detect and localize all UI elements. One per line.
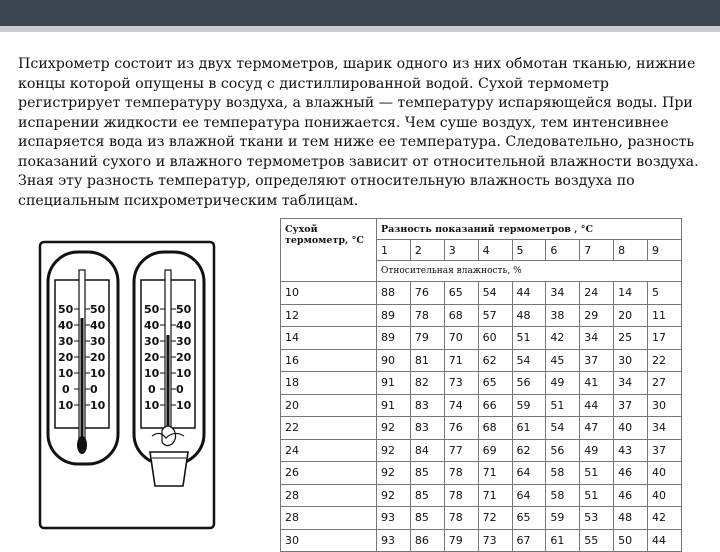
humidity-cell: 71	[478, 484, 512, 507]
right-scale-label-r0: 50	[176, 303, 192, 316]
humidity-cell: 40	[614, 417, 648, 440]
right-scale-label-4: 10	[144, 367, 160, 380]
difference-value-4: 4	[478, 240, 512, 261]
table-row	[281, 349, 682, 372]
dry-temperature-cell: 20	[281, 394, 377, 417]
humidity-cell: 43	[614, 439, 648, 462]
table-row	[281, 327, 682, 350]
right-scale-label-3: 20	[144, 351, 160, 364]
humidity-cell: 20	[614, 304, 648, 327]
humidity-cell: 92	[377, 417, 411, 440]
humidity-cell: 83	[410, 417, 444, 440]
left-scale-label-r4: 10	[90, 367, 106, 380]
slide-paragraph: Психрометр состоит из двух термометров, шарик одного из них обмотан тканью, нижние концы которой опущены в сосуд с дистиллированной водой. Сухой термометр регистрирует температуру воздуха, а влажный — температуру испаряющейся воды. При испарении жидкости ее температура понижается. Чем суше воздух, тем интенсивнее испаряется вода из влажной ткани и тем ниже ее температура. Следовательно, разность показаний сухого и влажного термометров зависит от относительной влажности воздуха. Зная эту разность температур, определяют относительную влажность воздуха по специальным психрометрическим таблицам.	[18, 56, 699, 209]
psychrometer-illustration	[38, 240, 216, 530]
humidity-cell: 37	[648, 439, 682, 462]
humidity-cell: 37	[614, 394, 648, 417]
humidity-cell: 70	[444, 327, 478, 350]
humidity-cell: 65	[444, 282, 478, 305]
humidity-cell: 64	[512, 462, 546, 485]
humidity-cell: 78	[444, 507, 478, 530]
humidity-cell: 49	[546, 372, 580, 395]
humidity-cell: 38	[546, 304, 580, 327]
humidity-cell: 34	[614, 372, 648, 395]
dry-temperature-cell: 28	[281, 484, 377, 507]
humidity-cell: 85	[410, 507, 444, 530]
left-scale-label-6: 10	[58, 399, 74, 412]
dry-temperature-cell: 18	[281, 372, 377, 395]
dry-temperature-cell: 28	[281, 507, 377, 530]
humidity-cell: 44	[648, 529, 682, 552]
humidity-cell: 59	[546, 507, 580, 530]
humidity-cell: 56	[512, 372, 546, 395]
humidity-cell: 92	[377, 439, 411, 462]
dry-temperature-cell: 16	[281, 349, 377, 372]
humidity-cell: 34	[648, 417, 682, 440]
table-row	[281, 462, 682, 485]
humidity-cell: 51	[580, 484, 614, 507]
table-row	[281, 417, 682, 440]
dry-temperature-cell: 22	[281, 417, 377, 440]
humidity-cell: 69	[478, 439, 512, 462]
humidity-cell: 47	[580, 417, 614, 440]
humidity-cell: 78	[444, 462, 478, 485]
left-scale-label-0: 50	[58, 303, 74, 316]
left-scale-label-5: 0	[62, 383, 70, 396]
left-scale-label-r1: 40	[90, 319, 106, 332]
left-scale-label-r6: 10	[90, 399, 106, 412]
humidity-cell: 55	[580, 529, 614, 552]
humidity-cell: 11	[648, 304, 682, 327]
table-row	[281, 507, 682, 530]
humidity-cell: 82	[410, 372, 444, 395]
right-scale-label-0: 50	[144, 303, 160, 316]
dry-mercury-column	[81, 318, 84, 440]
humidity-cell: 45	[546, 349, 580, 372]
humidity-cell: 58	[546, 484, 580, 507]
right-scale-label-1: 40	[144, 319, 160, 332]
humidity-cell: 60	[478, 327, 512, 350]
slide-top-bar	[0, 0, 720, 26]
humidity-cell: 79	[444, 529, 478, 552]
difference-value-7: 7	[580, 240, 614, 261]
humidity-cell: 64	[512, 484, 546, 507]
humidity-cell: 61	[546, 529, 580, 552]
humidity-cell: 90	[377, 349, 411, 372]
right-scale-label-r5: 0	[176, 383, 184, 396]
difference-value-3: 3	[444, 240, 478, 261]
humidity-cell: 83	[410, 394, 444, 417]
right-scale-label-r6: 10	[176, 399, 192, 412]
humidity-cell: 48	[614, 507, 648, 530]
humidity-cell: 40	[648, 462, 682, 485]
left-scale-label-4: 10	[58, 367, 74, 380]
humidity-cell: 85	[410, 484, 444, 507]
humidity-cell: 66	[478, 394, 512, 417]
humidity-cell: 91	[377, 372, 411, 395]
left-scale-label-3: 20	[58, 351, 74, 364]
humidity-cell: 85	[410, 462, 444, 485]
right-scale-label-6: 10	[144, 399, 160, 412]
humidity-cell: 86	[410, 529, 444, 552]
humidity-cell: 46	[614, 462, 648, 485]
right-scale-label-r4: 10	[176, 367, 192, 380]
humidity-cell: 49	[580, 439, 614, 462]
humidity-cell: 54	[546, 417, 580, 440]
table-row	[281, 372, 682, 395]
dry-temperature-cell: 30	[281, 529, 377, 552]
humidity-cell: 89	[377, 327, 411, 350]
humidity-cell: 61	[512, 417, 546, 440]
humidity-cell: 34	[580, 327, 614, 350]
humidity-cell: 93	[377, 529, 411, 552]
humidity-cell: 41	[580, 372, 614, 395]
humidity-cell: 58	[546, 462, 580, 485]
humidity-cell: 74	[444, 394, 478, 417]
humidity-cell: 73	[444, 372, 478, 395]
difference-value-8: 8	[614, 240, 648, 261]
left-scale-label-r0: 50	[90, 303, 106, 316]
humidity-cell: 51	[580, 462, 614, 485]
humidity-cell: 65	[512, 507, 546, 530]
right-scale-label-r2: 30	[176, 335, 192, 348]
humidity-cell: 88	[377, 282, 411, 305]
table-row	[281, 304, 682, 327]
humidity-cell: 54	[512, 349, 546, 372]
humidity-cell: 27	[648, 372, 682, 395]
humidity-cell: 92	[377, 484, 411, 507]
humidity-cell: 78	[410, 304, 444, 327]
humidity-cell: 50	[614, 529, 648, 552]
difference-value-6: 6	[546, 240, 580, 261]
left-scale-label-r3: 20	[90, 351, 106, 364]
dry-temperature-cell: 24	[281, 439, 377, 462]
humidity-cell: 67	[512, 529, 546, 552]
humidity-cell: 62	[478, 349, 512, 372]
table-row	[281, 439, 682, 462]
humidity-cell: 57	[478, 304, 512, 327]
right-scale-label-r3: 20	[176, 351, 192, 364]
humidity-cell: 62	[512, 439, 546, 462]
left-scale-label-2: 30	[58, 335, 74, 348]
humidity-cell: 77	[444, 439, 478, 462]
humidity-cell: 91	[377, 394, 411, 417]
humidity-cell: 29	[580, 304, 614, 327]
humidity-cell: 54	[478, 282, 512, 305]
humidity-cell: 24	[580, 282, 614, 305]
difference-header: Разность показаний термометров , °С	[377, 219, 682, 240]
humidity-cell: 84	[410, 439, 444, 462]
humidity-cell: 53	[580, 507, 614, 530]
table-row	[281, 282, 682, 305]
table-row	[281, 394, 682, 417]
humidity-cell: 73	[478, 529, 512, 552]
humidity-cell: 76	[444, 417, 478, 440]
left-scale-label-r2: 30	[90, 335, 106, 348]
humidity-cell: 51	[512, 327, 546, 350]
dry-temperature-cell: 14	[281, 327, 377, 350]
table-row	[281, 529, 682, 552]
difference-value-2: 2	[410, 240, 444, 261]
dry-bulb	[77, 436, 87, 454]
right-scale-label-r1: 40	[176, 319, 192, 332]
humidity-cell: 34	[546, 282, 580, 305]
humidity-cell: 68	[478, 417, 512, 440]
humidity-cell: 81	[410, 349, 444, 372]
table-row	[281, 484, 682, 507]
humidity-cell: 25	[614, 327, 648, 350]
left-scale-label-r5: 0	[90, 383, 98, 396]
humidity-cell: 37	[580, 349, 614, 372]
humidity-cell: 42	[648, 507, 682, 530]
humidity-cell: 30	[614, 349, 648, 372]
humidity-cell: 92	[377, 462, 411, 485]
humidity-cell: 78	[444, 484, 478, 507]
humidity-cell: 40	[648, 484, 682, 507]
humidity-header: Относительная влажность, %	[377, 261, 682, 282]
difference-value-1: 1	[377, 240, 411, 261]
humidity-cell: 76	[410, 282, 444, 305]
water-cup	[150, 452, 188, 486]
humidity-cell: 89	[377, 304, 411, 327]
humidity-cell: 46	[614, 484, 648, 507]
humidity-cell: 93	[377, 507, 411, 530]
humidity-cell: 71	[478, 462, 512, 485]
humidity-cell: 30	[648, 394, 682, 417]
humidity-cell: 48	[512, 304, 546, 327]
humidity-cell: 51	[546, 394, 580, 417]
humidity-cell: 42	[546, 327, 580, 350]
left-scale-label-1: 40	[58, 319, 74, 332]
humidity-cell: 5	[648, 282, 682, 305]
slide-top-accent	[0, 26, 720, 32]
humidity-cell: 79	[410, 327, 444, 350]
right-scale-label-2: 30	[144, 335, 160, 348]
dry-temperature-cell: 10	[281, 282, 377, 305]
humidity-cell: 14	[614, 282, 648, 305]
humidity-cell: 68	[444, 304, 478, 327]
difference-value-5: 5	[512, 240, 546, 261]
humidity-cell: 22	[648, 349, 682, 372]
humidity-cell: 71	[444, 349, 478, 372]
humidity-cell: 44	[512, 282, 546, 305]
humidity-cell: 59	[512, 394, 546, 417]
difference-value-9: 9	[648, 240, 682, 261]
dry-temperature-cell: 12	[281, 304, 377, 327]
dry-temperature-cell: 26	[281, 462, 377, 485]
wet-mercury-column	[167, 335, 170, 430]
humidity-cell: 65	[478, 372, 512, 395]
humidity-cell: 44	[580, 394, 614, 417]
humidity-table	[280, 218, 682, 552]
right-scale-label-5: 0	[148, 383, 156, 396]
dry-thermometer-header: Сухой термометр, °С	[281, 219, 377, 282]
humidity-cell: 72	[478, 507, 512, 530]
humidity-cell: 56	[546, 439, 580, 462]
humidity-cell: 17	[648, 327, 682, 350]
